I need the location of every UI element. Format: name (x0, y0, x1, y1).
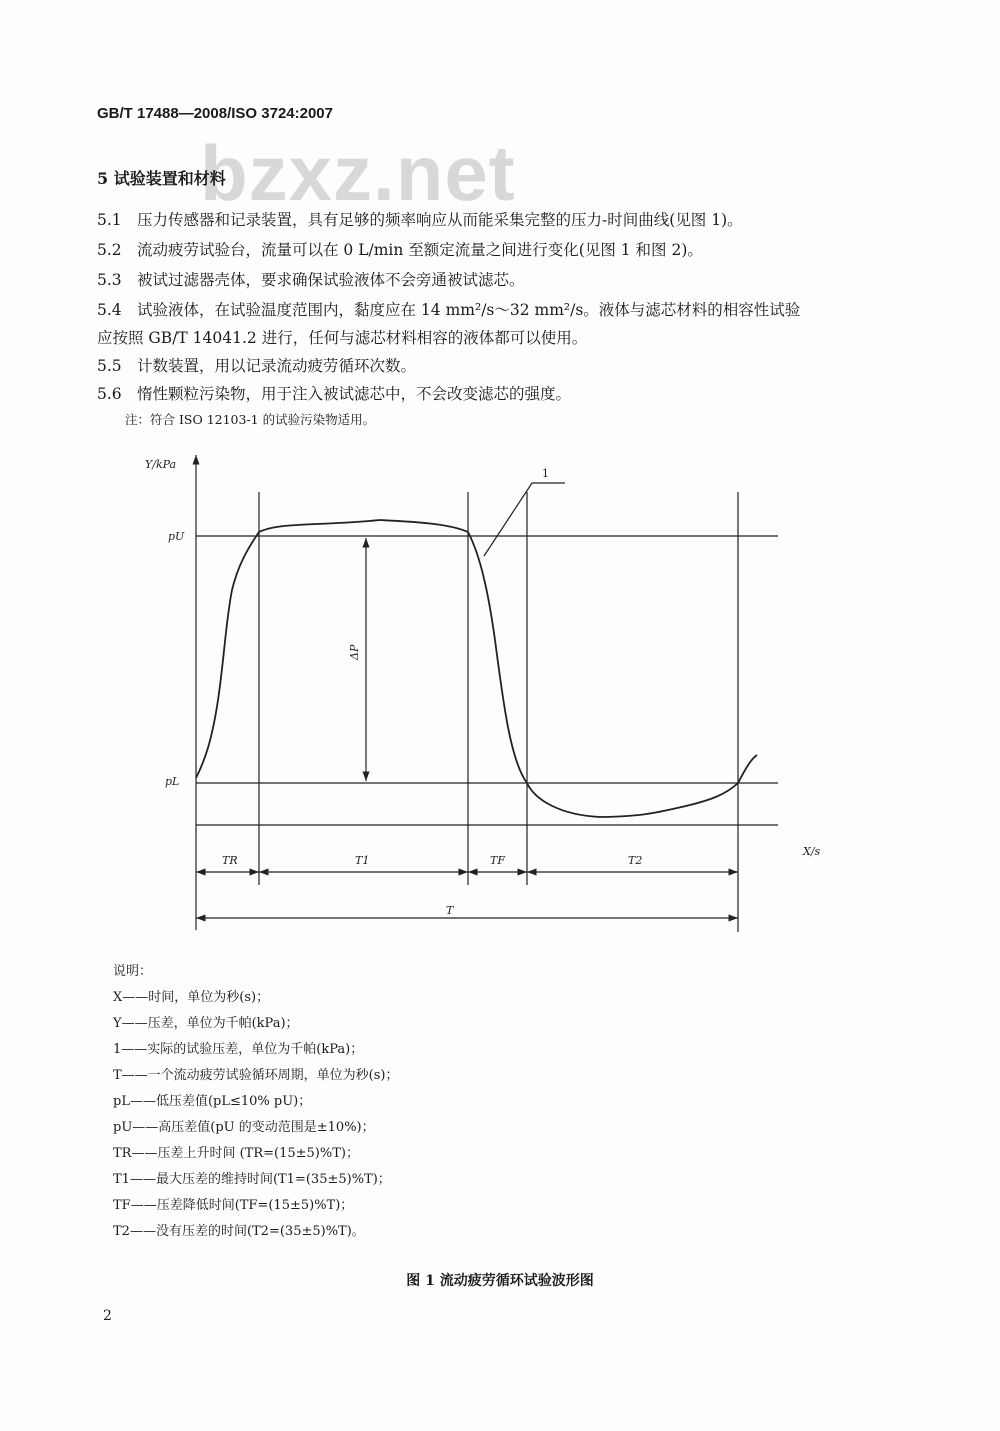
legend-item: Y——压差，单位为千帕(kPa)； (113, 1016, 299, 1031)
t1-label: T1 (355, 854, 370, 867)
legend-item: pL——低压差值(pL≤10% pU)； (113, 1094, 312, 1109)
page-number: 2 (103, 1308, 112, 1324)
t-label: T (446, 904, 454, 917)
leader-line (484, 483, 565, 556)
legend-item: T——一个流动疲劳试验循环周期，单位为秒(s)； (113, 1068, 399, 1083)
legend-item: TF——压差降低时间(TF=(15±5)%T)； (113, 1198, 354, 1213)
legend-item: TR——压差上升时间 (TR=(15±5)%T)； (113, 1146, 359, 1161)
paragraph-5-5: 5.5 计数装置，用以记录流动疲劳循环次数。 (97, 357, 417, 375)
delta-p-label: ΔP (348, 644, 361, 660)
t2-label: T2 (628, 854, 643, 867)
paragraph-5-6: 5.6 惰性颗粒污染物，用于注入被试滤芯中，不会改变滤芯的强度。 (97, 385, 572, 403)
tr-label: TR (222, 854, 238, 867)
note: 注：符合 ISO 12103-1 的试验污染物适用。 (125, 412, 376, 427)
paragraph-5-1: 5.1 压力传感器和记录装置，具有足够的频率响应从而能采集完整的压力-时间曲线(见图 1)。 (97, 211, 743, 229)
curve-label: 1 (542, 467, 549, 480)
watermark: bzxz.net (200, 129, 516, 217)
paragraph-5-3: 5.3 被试过滤器壳体，要求确保试验液体不会旁通被试滤芯。 (97, 271, 525, 289)
legend-title: 说明： (113, 964, 153, 979)
figure-caption: 图 1 流动疲劳循环试验波形图 (406, 1273, 594, 1289)
paragraph-5-2: 5.2 流动疲劳试验台，流量可以在 0 L/min 至额定流量之间进行变化(见图 1 和图 2)。 (97, 241, 703, 259)
pl-label: pL (165, 775, 180, 788)
x-axis-label: X/s (803, 845, 821, 858)
pu-label: pU (168, 530, 185, 543)
standard-header: GB/T 17488—2008/ISO 3724:2007 (97, 105, 333, 122)
legend-item: 1——实际的试验压差，单位为千帕(kPa)； (113, 1042, 364, 1057)
legend-item: T1——最大压差的维持时间(T1=(35±5)%T)； (113, 1172, 391, 1187)
legend-item: pU——高压差值(pU 的变动范围是±10%)； (113, 1120, 375, 1135)
legend-item: X——时间，单位为秒(s)； (113, 990, 270, 1005)
legend-item: T2——没有压差的时间(T2=(35±5)%T)。 (113, 1224, 365, 1239)
paragraph-5-4: 5.4 试验液体，在试验温度范围内，黏度应在 14 mm²/s～32 mm²/s。液体与滤芯材料的相容性试验 (97, 301, 801, 319)
section-title: 5 试验装置和材料 (97, 169, 226, 188)
pressure-curve (196, 520, 757, 817)
tf-label: TF (490, 854, 505, 867)
y-axis-label: Y/kPa (145, 458, 177, 471)
paragraph-5-4-cont: 应按照 GB/T 14041.2 进行，任何与滤芯材料相容的液体都可以使用。 (97, 329, 588, 347)
